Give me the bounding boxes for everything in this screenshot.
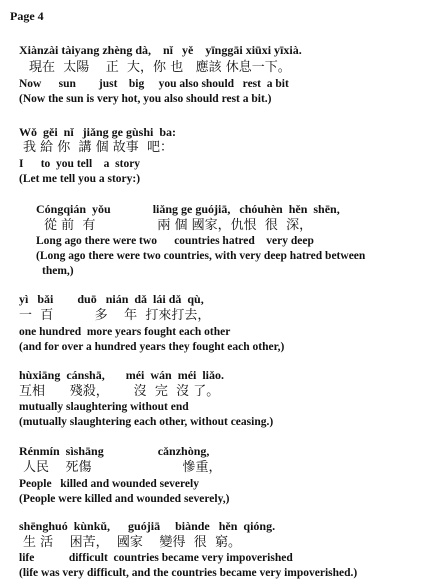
stanza-2-translation: (Let me tell you a story:) (19, 173, 141, 185)
stanza-4-english: one hundred more years fought each other (19, 326, 231, 338)
page-number: Page 4 (10, 9, 44, 23)
stanza-6-pinyin: Rénmín sìshāng cǎnzhòng, (19, 444, 210, 458)
stanza-3-translation-cont: them,) (42, 265, 74, 277)
stanza-7-english: life difficult countries became very impoverished (19, 552, 293, 564)
stanza-1-hanzi: 現在 太陽 正 大，你 也 應該 休息一下。 (29, 60, 291, 75)
stanza-6-translation: (People were killed and wounded severely,) (19, 493, 230, 505)
stanza-7-pinyin: shēnghuó kùnkǔ, guójiā biànde hěn qióng. (19, 519, 276, 533)
stanza-3-english: Long ago there were two countries hatred very deep (36, 235, 314, 247)
stanza-5-translation: (mutually slaughtering each other, without ceasing.) (19, 416, 274, 428)
stanza-5-english: mutually slaughtering without end (19, 401, 189, 413)
stanza-2-hanzi: 我 給 你 講 個 故事 吧： (23, 140, 174, 155)
stanza-5-pinyin: hùxiāng cánshā, méi wán méi liǎo. (19, 368, 225, 382)
stanza-1-pinyin: Xiànzài tàiyang zhèng dà, nǐ yě yīnggāi xiūxi yīxià. (19, 43, 302, 57)
stanza-1-translation: (Now the sun is very hot, you also should rest a bit.) (19, 93, 272, 105)
stanza-4-translation: (and for over a hundred years they fought each other,) (19, 341, 285, 353)
stanza-1-english: Now sun just big you also should rest a bit (19, 78, 289, 90)
stanza-2-pinyin: Wǒ gěi nǐ jiǎng ge gùshi ba: (19, 125, 177, 139)
stanza-4-pinyin: yì bǎi duō nián dǎ lái dǎ qù, (19, 292, 204, 306)
stanza-3-translation: (Long ago there were two countries, with very deep hatred between (36, 250, 366, 262)
stanza-6-english: People killed and wounded severely (19, 478, 199, 490)
stanza-5-hanzi: 互相 殘殺， 沒 完 沒 了。 (19, 384, 220, 399)
stanza-7-hanzi: 生 活 困苦， 國家 變得 很 窮。 (23, 535, 241, 550)
stanza-4-hanzi: 一 百 多 年 打來打去， (19, 308, 211, 323)
stanza-3-pinyin: Cóngqián yǒu liǎng ge guójiā, chóuhèn hěn shēn, (36, 202, 340, 216)
stanza-6-hanzi: 人民 死傷 慘重， (23, 460, 222, 475)
stanza-7-translation: (life was very difficult, and the countries became very impoverished.) (19, 567, 358, 579)
stanza-2-english: I to you tell a story (19, 158, 141, 170)
stanza-3-hanzi: 從 前 有 兩 個 國家，仇恨 很 深， (44, 218, 313, 233)
